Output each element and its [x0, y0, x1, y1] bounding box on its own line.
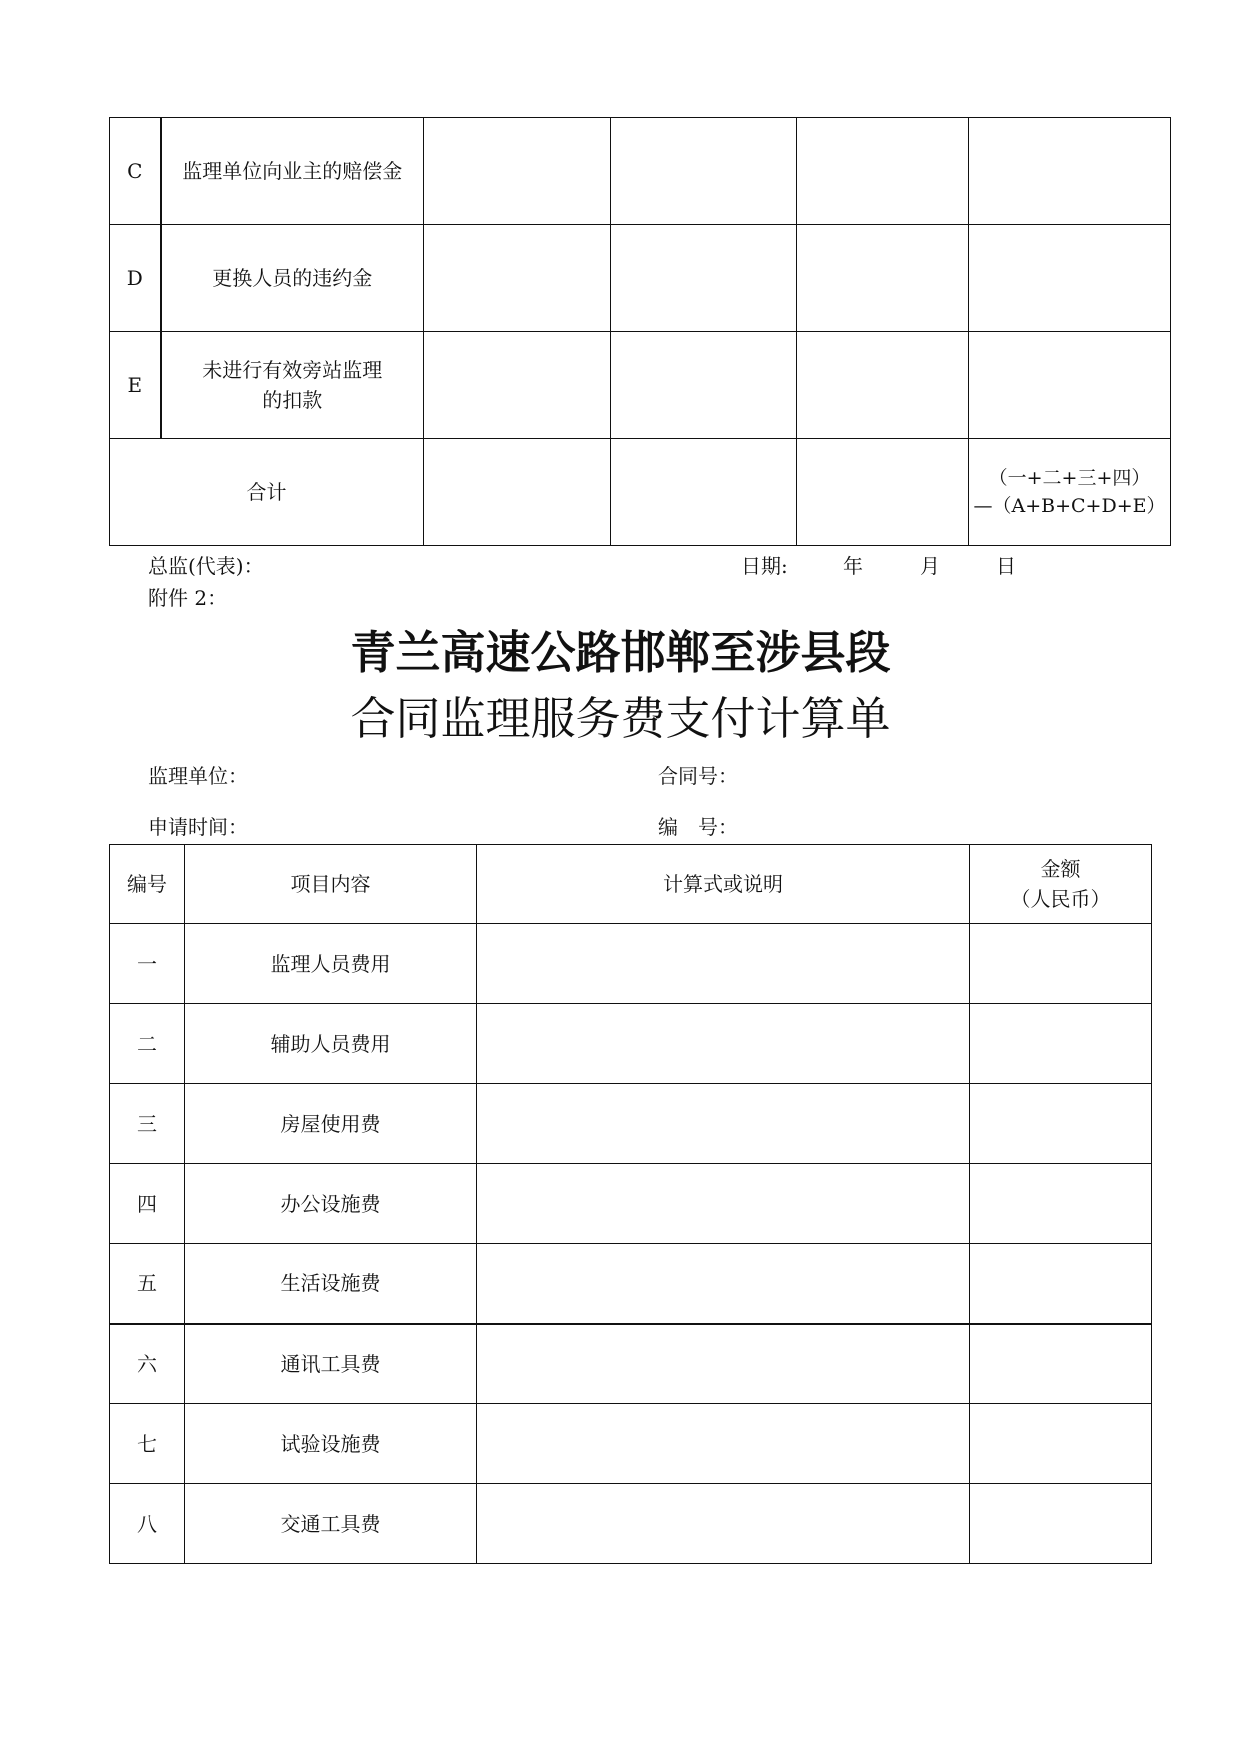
serial-no-label: 编 号： — [658, 815, 738, 839]
row-no: 六 — [110, 1324, 185, 1404]
table-row — [110, 1324, 1152, 1404]
table-row — [110, 1484, 1152, 1564]
apply-time-label: 申请时间： — [148, 815, 248, 839]
empty-cell — [477, 1404, 970, 1484]
empty-cell — [477, 1324, 970, 1404]
row-item: 试验设施费 — [185, 1404, 477, 1484]
empty-cell — [477, 1484, 970, 1564]
empty-cell — [477, 1084, 970, 1164]
empty-cell — [969, 118, 1171, 225]
empty-cell — [797, 225, 969, 332]
date-month: 月 — [920, 554, 940, 578]
table-row — [110, 1164, 1152, 1244]
table-row — [110, 332, 1171, 439]
row-label-line2: 的扣款 — [262, 388, 323, 412]
row-item: 交通工具费 — [185, 1484, 477, 1564]
row-item: 生活设施费 — [185, 1244, 477, 1324]
row-item: 监理人员费用 — [185, 924, 477, 1004]
date-label: 日期: — [741, 554, 788, 578]
header-no: 编号 — [110, 845, 185, 924]
empty-cell — [970, 1404, 1152, 1484]
row-code: D — [110, 225, 161, 332]
row-no: 四 — [110, 1164, 185, 1244]
row-no: 二 — [110, 1004, 185, 1084]
empty-cell — [970, 924, 1152, 1004]
row-item: 通讯工具费 — [185, 1324, 477, 1404]
empty-cell — [424, 118, 611, 225]
director-label: 总监(代表)： — [148, 554, 264, 578]
fee-table — [109, 844, 1152, 1564]
attachment-label: 附件 2： — [148, 586, 228, 610]
table-row — [110, 1244, 1152, 1324]
contract-no-label: 合同号： — [658, 764, 738, 788]
total-row — [110, 439, 1171, 546]
row-item: 办公设施费 — [185, 1164, 477, 1244]
total-formula-line2: —（A+B+C+D+E） — [973, 495, 1166, 517]
header-amount-line1: 金额 — [1040, 857, 1081, 881]
row-label: 监理单位向业主的赔偿金 — [161, 118, 424, 225]
empty-cell — [611, 118, 797, 225]
table-row — [110, 118, 1171, 225]
date-day: 日 — [996, 554, 1016, 578]
row-no: 七 — [110, 1404, 185, 1484]
row-label — [161, 332, 424, 439]
empty-cell — [969, 332, 1171, 439]
table-row — [110, 1004, 1152, 1084]
total-formula-line1: （一+二+三+四） — [988, 466, 1151, 489]
empty-cell — [477, 1004, 970, 1084]
empty-cell — [970, 1244, 1152, 1324]
table-header-row — [110, 845, 1152, 924]
row-no: 三 — [110, 1084, 185, 1164]
empty-cell — [970, 1164, 1152, 1244]
row-item: 房屋使用费 — [185, 1084, 477, 1164]
total-formula — [969, 439, 1171, 546]
empty-cell — [477, 1244, 970, 1324]
header-amount — [970, 845, 1152, 924]
empty-cell — [424, 439, 611, 546]
row-no: 一 — [110, 924, 185, 1004]
empty-cell — [797, 332, 969, 439]
row-code: E — [110, 332, 161, 439]
row-no: 五 — [110, 1244, 185, 1324]
empty-cell — [477, 924, 970, 1004]
empty-cell — [970, 1084, 1152, 1164]
page-subtitle: 合同监理服务费支付计算单 — [350, 692, 891, 745]
supervision-unit-label: 监理单位： — [148, 764, 248, 788]
empty-cell — [611, 225, 797, 332]
table-row — [110, 1084, 1152, 1164]
total-label: 合计 — [110, 439, 424, 546]
empty-cell — [969, 225, 1171, 332]
empty-cell — [797, 118, 969, 225]
empty-cell — [970, 1484, 1152, 1564]
empty-cell — [611, 332, 797, 439]
empty-cell — [477, 1164, 970, 1244]
header-formula: 计算式或说明 — [477, 845, 970, 924]
date-year: 年 — [843, 554, 863, 578]
header-amount-line2: （人民币） — [1010, 887, 1111, 911]
table-row — [110, 225, 1171, 332]
header-item: 项目内容 — [185, 845, 477, 924]
empty-cell — [424, 225, 611, 332]
deduction-table — [109, 117, 1171, 546]
row-label: 更换人员的违约金 — [161, 225, 424, 332]
page-title: 青兰高速公路邯郸至涉县段 — [350, 626, 891, 679]
empty-cell — [970, 1004, 1152, 1084]
table-row — [110, 924, 1152, 1004]
empty-cell — [797, 439, 969, 546]
empty-cell — [970, 1324, 1152, 1404]
empty-cell — [424, 332, 611, 439]
table-row — [110, 1404, 1152, 1484]
row-item: 辅助人员费用 — [185, 1004, 477, 1084]
row-code: C — [110, 118, 161, 225]
row-label-line1: 未进行有效旁站监理 — [202, 358, 383, 382]
row-no: 八 — [110, 1484, 185, 1564]
empty-cell — [611, 439, 797, 546]
